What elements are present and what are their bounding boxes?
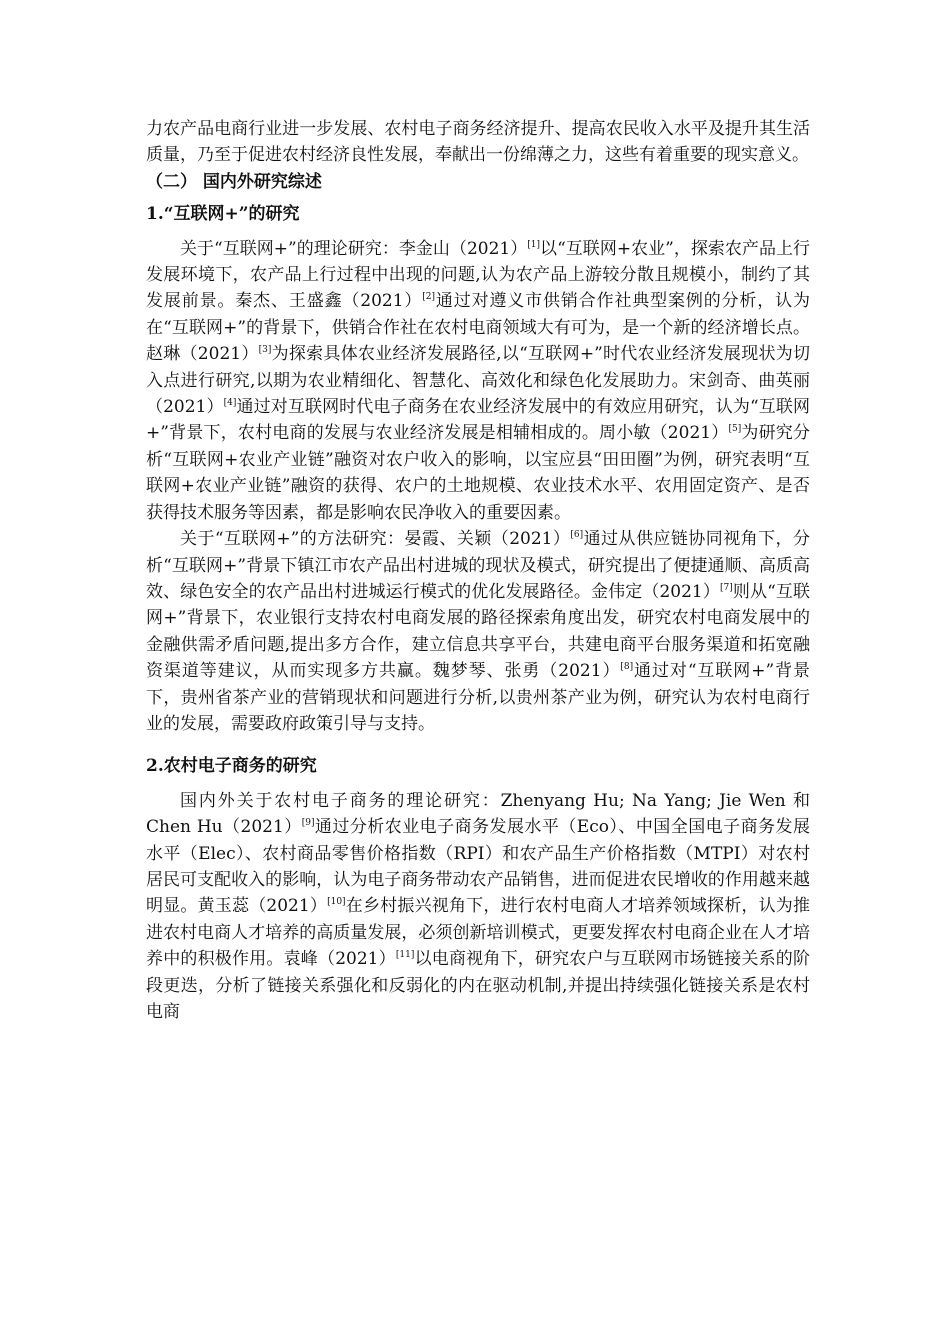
text-run: 通过分析农业电子商务发展水平（Eco）、中国全国电子商务发展水平（Elec）、农村商品零售价格指数（RPI）和农产品生产价格指数（MTPI）对农村居民可支配收入的影响，认为电子商务带动农产品销售，进而促进农民增收的作用越来越明显。黄玉蕊（2021）	[146, 817, 810, 917]
text-run: 在乡村振兴视角下，进行农村电商人才培养领域探析，认为推进农村电商人才培养的高质量发展，必须创新培训模式，更要发挥农村电商企业在人才培养中的积极作用。袁峰（2021）	[146, 896, 810, 970]
citation-ref: [10]	[327, 897, 346, 908]
subsection-heading-internet-plus: 1.“互联网+”的研究	[146, 204, 300, 225]
text-run: 通过对互联网时代电子商务在农业经济发展中的有效应用研究，认为“互联网+”背景下，农村电商的发展与农业经济发展是相辅相成的。周小敏（2021）	[146, 397, 810, 444]
paragraph-internet-plus-theory	[146, 236, 810, 526]
citation-ref: [4]	[223, 398, 237, 409]
text-run: 以“互联网+农业”，探索农产品上行发展环境下，农产品上行过程中出现的问题,认为农产品上游较分散且规模小，制约了其发展前景。秦杰、王盛鑫（2021）	[146, 238, 810, 312]
text-run: 为探索具体农业经济发展路径,以“互联网+”时代农业经济发展现状为切入点进行研究,以期为农业精细化、智慧化、高效化和绿色化发展助力。宋剑奇、曲英丽（2021）	[146, 344, 810, 418]
text-run: 以电商视角下，研究农户与互联网市场链接关系的阶段更迭，分析了链接关系强化和反弱化的内在驱动机制,并提出持续强化链接关系是农村电商	[146, 949, 811, 1022]
citation-ref: [2]	[422, 292, 436, 303]
text-run: 关于“互联网+”的方法研究：晏霞、关颖（2021）	[180, 529, 571, 550]
citation-ref: [7]	[719, 582, 733, 593]
subsection-heading-rural-ecommerce: 2.农村电子商务的研究	[146, 756, 317, 777]
intro-paragraph: 力农产品电商行业进一步发展、农村电子商务经济提升、提高农民收入水平及提升其生活质量，乃至于促进农村经济良性发展，奉献出一份绵薄之力，这些有着重要的现实意义。	[146, 119, 810, 166]
document-page	[146, 116, 810, 1025]
citation-ref: [1]	[527, 239, 541, 250]
citation-ref: [9]	[301, 818, 315, 829]
citation-ref: [3]	[258, 345, 272, 356]
text-run: 为研究分析“互联网+农业产业链”融资对农户收入的影响，以宝应县“田田圈”为例，研究表明“互联网+农业产业链”融资的获得、农户的土地规模、农业技术水平、农用固定资产、是否获得技术服务等因素，都是影响农民净收入的重要因素。	[146, 423, 811, 523]
citation-ref: [6]	[570, 530, 584, 541]
citation-ref: [11]	[395, 950, 415, 961]
paragraph-rural-ecommerce-theory	[146, 788, 810, 1026]
citation-ref: [8]	[620, 662, 634, 673]
section-heading: （二） 国内外研究综述	[146, 171, 322, 192]
text-run: 关于“互联网+”的理论研究：李金山（2021）	[180, 238, 528, 259]
text-run: 则从“互联网+”背景下，农业银行支持农村电商发展的路径探索角度出发，研究农村电商发展中的金融供需矛盾问题,提出多方合作，建立信息共享平台，共建电商平台服务渠道和拓宽融资渠道等建议，从而实现多方共赢。魏梦琴、张勇（2021）	[146, 581, 810, 682]
text-run: 通过对“互联网+”背景下，贵州省茶产业的营销现状和问题进行分析,以贵州茶产业为例，研究认为农村电商行业的发展，需要政府政策引导与支持。	[146, 661, 810, 734]
citation-ref: [5]	[728, 424, 742, 435]
paragraph-internet-plus-method	[146, 526, 810, 737]
text-run: 通过对遵义市供销合作社典型案例的分析，认为在“互联网+”的背景下，供销合作社在农村电商领域大有可为，是一个新的经济增长点。赵琳（2021）	[146, 291, 811, 365]
paragraph-gap	[146, 737, 810, 751]
text-run: 通过从供应链协同视角下，分析“互联网+”背景下镇江市农产品出村进城的现状及模式，研究提出了便捷通顺、高质高效、绿色安全的农产品出村进城运行模式的优化发展路径。金伟定（2021）	[146, 529, 811, 602]
text-run: 国内外关于农村电子商务的理论研究：Zhenyang Hu; Na Yang; Jie Wen 和 Chen Hu（2021）	[146, 790, 810, 838]
